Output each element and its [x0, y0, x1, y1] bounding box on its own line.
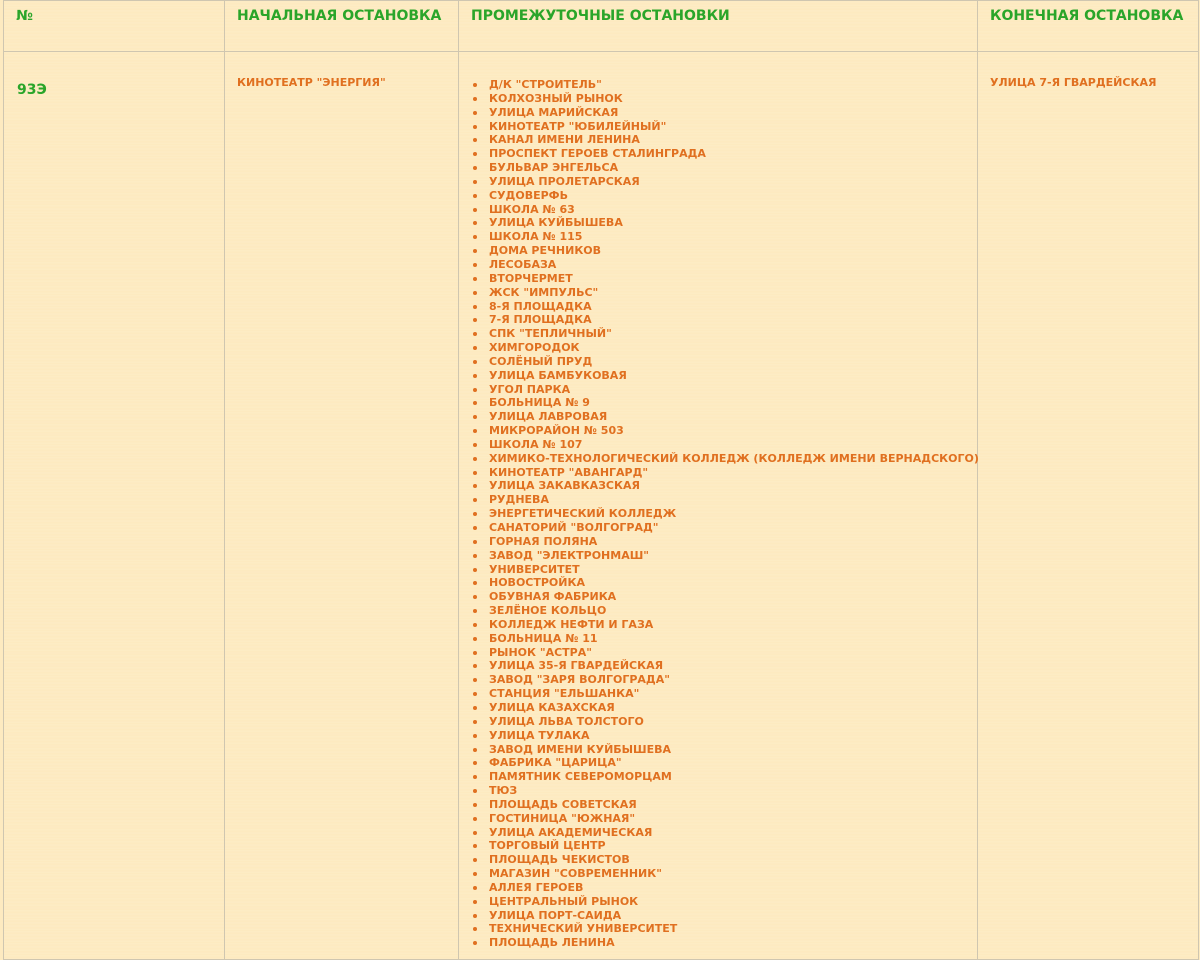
bullet-icon	[473, 568, 477, 572]
end-stop-cell	[978, 52, 1199, 960]
bullet-icon	[473, 277, 477, 281]
bullet-icon	[473, 97, 477, 101]
list-item	[471, 133, 977, 147]
list-item	[471, 410, 977, 424]
stop-name: ЗАВОД "ЭЛЕКТРОНМАШ"	[489, 548, 650, 562]
stop-name: БУЛЬВАР ЭНГЕЛЬСА	[489, 161, 619, 175]
stop-name: СОЛЁНЫЙ ПРУД	[489, 354, 593, 368]
stop-name: УЛИЦА ЛЬВА ТОЛСТОГО	[489, 714, 644, 728]
stop-name: УЛИЦА АКАДЕМИЧЕСКАЯ	[489, 825, 653, 839]
list-item	[471, 812, 977, 826]
list-item	[471, 853, 977, 867]
list-item	[471, 78, 977, 92]
list-item	[471, 563, 977, 577]
stop-name: ПЛОЩАДЬ ЛЕНИНА	[489, 936, 615, 950]
list-item	[471, 286, 977, 300]
bullet-icon	[473, 512, 477, 516]
list-item	[471, 452, 977, 466]
bullet-icon	[473, 291, 477, 295]
stop-name: УЛИЦА ПРОЛЕТАРСКАЯ	[489, 174, 640, 188]
intermediate-stops-cell	[459, 52, 978, 960]
list-item	[471, 396, 977, 410]
stop-name: УЛИЦА ЗАКАВКАЗСКАЯ	[489, 479, 640, 493]
stop-name: 8-Я ПЛОЩАДКА	[489, 299, 592, 313]
bullet-icon	[473, 748, 477, 752]
bullet-icon	[473, 803, 477, 807]
stop-name: ХИМГОРОДОК	[489, 341, 580, 355]
stop-name: ПАМЯТНИК СЕВЕРОМОРЦАМ	[489, 770, 672, 784]
list-item	[471, 756, 977, 770]
list-item	[471, 244, 977, 258]
bullet-icon	[473, 401, 477, 405]
stop-name: УЛИЦА 35-Я ГВАРДЕЙСКАЯ	[489, 659, 664, 673]
list-item	[471, 936, 977, 950]
bullet-icon	[473, 346, 477, 350]
bullet-icon	[473, 83, 477, 87]
stop-name: СУДОВЕРФЬ	[489, 188, 568, 202]
stop-name: ПЛОЩАДЬ СОВЕТСКАЯ	[489, 797, 637, 811]
stop-name: ШКОЛА № 107	[489, 437, 583, 451]
list-item	[471, 867, 977, 881]
list-item	[471, 839, 977, 853]
list-item	[471, 673, 977, 687]
stop-name: УЛИЦА БАМБУКОВАЯ	[489, 368, 627, 382]
bullet-icon	[473, 457, 477, 461]
bullet-icon	[473, 166, 477, 170]
list-item	[471, 659, 977, 673]
route-number-cell	[4, 52, 225, 960]
bullet-icon	[473, 900, 477, 904]
list-item	[471, 438, 977, 452]
stop-name: ЗАВОД ИМЕНИ КУЙБЫШЕВА	[489, 742, 672, 756]
stop-name: РЫНОК "АСТРА"	[489, 645, 592, 659]
bullet-icon	[473, 208, 477, 212]
stop-name: ШКОЛА № 115	[489, 230, 583, 244]
stop-name: КОЛЛЕДЖ НЕФТИ И ГАЗА	[489, 617, 654, 631]
bullet-icon	[473, 429, 477, 433]
table-header-row	[4, 1, 1199, 52]
stop-name: УЛИЦА ЛАВРОВАЯ	[489, 410, 608, 424]
start-stop-cell	[225, 52, 459, 960]
stop-name: УГОЛ ПАРКА	[489, 382, 571, 396]
bullet-icon	[473, 443, 477, 447]
stop-name: БОЛЬНИЦА № 11	[489, 631, 598, 645]
list-item	[471, 466, 977, 480]
route-number: 93Э	[17, 82, 47, 98]
bullet-icon	[473, 388, 477, 392]
list-item	[471, 493, 977, 507]
header-route-number: №	[4, 1, 225, 52]
stop-name: АЛЛЕЯ ГЕРОЕВ	[489, 880, 584, 894]
list-item	[471, 300, 977, 314]
bullet-icon	[473, 484, 477, 488]
bullet-icon	[473, 678, 477, 682]
bullet-icon	[473, 914, 477, 918]
stop-name: ЛЕСОБАЗА	[489, 257, 557, 271]
stop-name: УЛИЦА ПОРТ-САИДА	[489, 908, 622, 922]
list-item	[471, 313, 977, 327]
intermediate-stops-list	[459, 78, 977, 950]
table-row	[4, 52, 1199, 960]
bullet-icon	[473, 360, 477, 364]
list-item	[471, 590, 977, 604]
list-item	[471, 729, 977, 743]
bullet-icon	[473, 651, 477, 655]
bullet-icon	[473, 152, 477, 156]
bullet-icon	[473, 221, 477, 225]
list-item	[471, 327, 977, 341]
bullet-icon	[473, 235, 477, 239]
list-item	[471, 646, 977, 660]
list-item	[471, 909, 977, 923]
stop-name: ВТОРЧЕРМЕТ	[489, 271, 573, 285]
bullet-icon	[473, 941, 477, 945]
bullet-icon	[473, 637, 477, 641]
list-item	[471, 175, 977, 189]
stop-name: ЗЕЛЁНОЕ КОЛЬЦО	[489, 604, 607, 618]
list-item	[471, 507, 977, 521]
stop-name: ПЛОЩАДЬ ЧЕКИСТОВ	[489, 853, 630, 867]
list-item	[471, 549, 977, 563]
stop-name: ОБУВНАЯ ФАБРИКА	[489, 590, 617, 604]
bullet-icon	[473, 415, 477, 419]
bullet-icon	[473, 595, 477, 599]
stop-name: КАНАЛ ИМЕНИ ЛЕНИНА	[489, 133, 640, 147]
stop-name: Д/К "СТРОИТЕЛЬ"	[489, 78, 602, 91]
start-stop-name: КИНОТЕАТР "ЭНЕРГИЯ"	[237, 76, 386, 89]
header-intermediate-stops: ПРОМЕЖУТОЧНЫЕ ОСТАНОВКИ	[459, 1, 978, 52]
stop-name: 7-Я ПЛОЩАДКА	[489, 313, 592, 327]
bullet-icon	[473, 886, 477, 890]
bullet-icon	[473, 692, 477, 696]
bullet-icon	[473, 775, 477, 779]
bullet-icon	[473, 498, 477, 502]
list-item	[471, 535, 977, 549]
list-item	[471, 715, 977, 729]
bullet-icon	[473, 664, 477, 668]
list-item	[471, 272, 977, 286]
bullet-icon	[473, 374, 477, 378]
list-item	[471, 341, 977, 355]
list-item	[471, 770, 977, 784]
stop-name: КИНОТЕАТР "ЮБИЛЕЙНЫЙ"	[489, 119, 667, 133]
list-item	[471, 147, 977, 161]
stop-name: БОЛЬНИЦА № 9	[489, 396, 590, 410]
stop-name: МАГАЗИН "СОВРЕМЕННИК"	[489, 867, 662, 881]
stop-name: ТЮЗ	[489, 784, 518, 798]
list-item	[471, 216, 977, 230]
header-start-stop: НАЧАЛЬНАЯ ОСТАНОВКА	[225, 1, 459, 52]
bullet-icon	[473, 927, 477, 931]
bullet-icon	[473, 471, 477, 475]
list-item	[471, 881, 977, 895]
bullet-icon	[473, 526, 477, 530]
list-item	[471, 120, 977, 134]
stop-name: ТОРГОВЫЙ ЦЕНТР	[489, 839, 606, 853]
stop-name: УЛИЦА ТУЛАКА	[489, 728, 590, 742]
stop-name: УЛИЦА МАРИЙСКАЯ	[489, 105, 619, 119]
list-item	[471, 604, 977, 618]
list-item	[471, 258, 977, 272]
bullet-icon	[473, 706, 477, 710]
bullet-icon	[473, 609, 477, 613]
bullet-icon	[473, 125, 477, 129]
stop-name: САНАТОРИЙ "ВОЛГОГРАД"	[489, 521, 659, 534]
list-item	[471, 479, 977, 493]
list-item	[471, 632, 977, 646]
list-item	[471, 92, 977, 106]
stop-name: СПК "ТЕПЛИЧНЫЙ"	[489, 327, 612, 341]
bullet-icon	[473, 623, 477, 627]
bullet-icon	[473, 720, 477, 724]
bullet-icon	[473, 180, 477, 184]
route-table	[3, 0, 1199, 960]
stop-name: ЦЕНТРАЛЬНЫЙ РЫНОК	[489, 894, 639, 908]
stop-name: МИКРОРАЙОН № 503	[489, 424, 624, 438]
stop-name: КОЛХОЗНЫЙ РЫНОК	[489, 91, 623, 105]
list-item	[471, 521, 977, 535]
bullet-icon	[473, 263, 477, 267]
list-item	[471, 424, 977, 438]
bullet-icon	[473, 734, 477, 738]
bullet-icon	[473, 249, 477, 253]
stop-name: СТАНЦИЯ "ЕЛЬШАНКА"	[489, 687, 640, 701]
list-item	[471, 798, 977, 812]
list-item	[471, 743, 977, 757]
bullet-icon	[473, 761, 477, 765]
stop-name: ЗАВОД "ЗАРЯ ВОЛГОГРАДА"	[489, 673, 670, 687]
stop-name: УЛИЦА КАЗАХСКАЯ	[489, 700, 615, 714]
header-end-stop: КОНЕЧНАЯ ОСТАНОВКА	[978, 1, 1199, 52]
bullet-icon	[473, 554, 477, 558]
bullet-icon	[473, 111, 477, 115]
stop-name: ПРОСПЕКТ ГЕРОЕВ СТАЛИНГРАДА	[489, 147, 706, 161]
list-item	[471, 701, 977, 715]
bullet-icon	[473, 581, 477, 585]
bullet-icon	[473, 305, 477, 309]
list-item	[471, 576, 977, 590]
stop-name: ДОМА РЕЧНИКОВ	[489, 244, 602, 258]
stop-name: УНИВЕРСИТЕТ	[489, 562, 580, 576]
list-item	[471, 355, 977, 369]
stop-name: ШКОЛА № 63	[489, 202, 575, 216]
end-stop-name: УЛИЦА 7-Я ГВАРДЕЙСКАЯ	[990, 76, 1157, 89]
stop-name: ГОСТИНИЦА "ЮЖНАЯ"	[489, 811, 636, 825]
bullet-icon	[473, 318, 477, 322]
list-item	[471, 189, 977, 203]
bullet-icon	[473, 194, 477, 198]
stop-name: НОВОСТРОЙКА	[489, 576, 585, 590]
list-item	[471, 826, 977, 840]
list-item	[471, 383, 977, 397]
list-item	[471, 922, 977, 936]
list-item	[471, 895, 977, 909]
stop-name: ЭНЕРГЕТИЧЕСКИЙ КОЛЛЕДЖ	[489, 507, 677, 521]
bullet-icon	[473, 858, 477, 862]
stop-name: ТЕХНИЧЕСКИЙ УНИВЕРСИТЕТ	[489, 922, 678, 936]
bullet-icon	[473, 332, 477, 336]
list-item	[471, 618, 977, 632]
bullet-icon	[473, 872, 477, 876]
list-item	[471, 106, 977, 120]
bullet-icon	[473, 831, 477, 835]
list-item	[471, 203, 977, 217]
list-item	[471, 784, 977, 798]
stop-name: КИНОТЕАТР "АВАНГАРД"	[489, 465, 649, 479]
stop-name: ХИМИКО-ТЕХНОЛОГИЧЕСКИЙ КОЛЛЕДЖ (КОЛЛЕДЖ ИМЕНИ ВЕРНАДСКОГО)	[489, 451, 979, 465]
list-item	[471, 369, 977, 383]
stop-name: УЛИЦА КУЙБЫШЕВА	[489, 216, 623, 230]
list-item	[471, 230, 977, 244]
list-item	[471, 687, 977, 701]
bullet-icon	[473, 844, 477, 848]
stop-name: РУДНЕВА	[489, 493, 549, 507]
stop-name: ФАБРИКА "ЦАРИЦА"	[489, 756, 622, 770]
bullet-icon	[473, 540, 477, 544]
bullet-icon	[473, 138, 477, 142]
stop-name: ЖСК "ИМПУЛЬС"	[489, 285, 599, 299]
bullet-icon	[473, 817, 477, 821]
stop-name: ГОРНАЯ ПОЛЯНА	[489, 534, 598, 548]
list-item	[471, 161, 977, 175]
bullet-icon	[473, 789, 477, 793]
